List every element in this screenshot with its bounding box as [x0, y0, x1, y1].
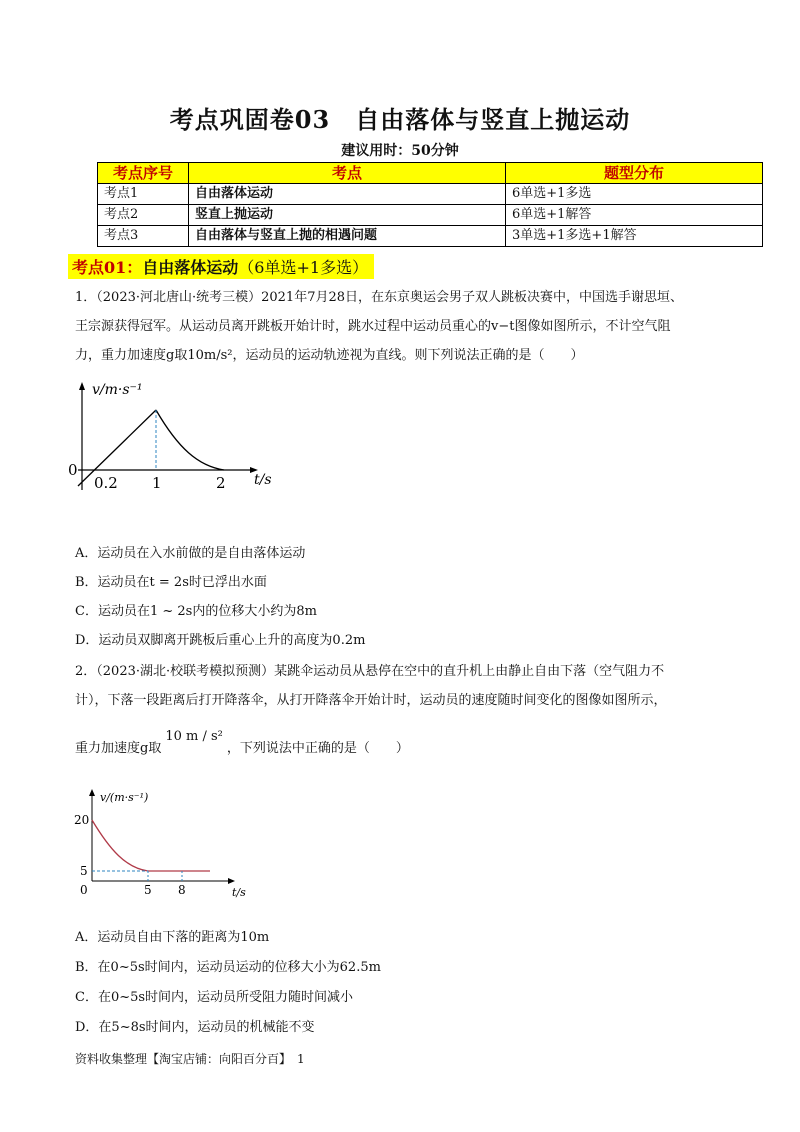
x-axis-arrow: [228, 878, 235, 884]
y-axis-label: v/(m·s⁻¹): [100, 791, 149, 804]
q2-line3-start: 重力加速度g取: [75, 741, 162, 756]
q1-line: 王宗源获得冠军。从运动员离开跳板开始计时，跳水过程中运动员重心的v−t图像如图所示，不计空气阻: [75, 319, 671, 334]
table-cell: 自由落体运动: [189, 184, 506, 205]
x-tick-label: 0.2: [94, 474, 118, 492]
q2-line-3: [75, 729, 735, 763]
table-cell: 考点2: [98, 205, 189, 226]
page-footer: 资料收集整理【淘宝店铺：向阳百分百】 1: [75, 1052, 305, 1066]
y-tick-label: 20: [74, 813, 90, 827]
y-axis-label: v/m·s⁻¹: [92, 382, 143, 398]
x-axis-label: t/s: [232, 886, 246, 899]
velocity-curve: [156, 410, 224, 470]
y-axis-arrow: [79, 382, 85, 390]
q1-option-a: A．运动员在入水前做的是自由落体运动: [75, 546, 306, 561]
page-title: 考点巩固卷03 自由落体与竖直上抛运动: [169, 105, 631, 134]
q2-option-b: B．在0~5s时间内，运动员运动的位移大小为62.5m: [75, 960, 381, 975]
x-tick-label: 2: [216, 474, 226, 492]
q2-option-c: C．在0~5s时间内，运动员所受阻力随时间减小: [75, 990, 354, 1005]
x-tick-label: 8: [178, 883, 186, 897]
q1-line: 1．（2023·河北唐山·统考三模）2021年7月28日，在东京奥运会男子双人跳板决赛中，中国选手谢思垣、: [75, 290, 684, 305]
table-header-row: [98, 163, 763, 184]
velocity-curve: [92, 820, 148, 871]
x-tick-label: 1: [152, 474, 162, 492]
q2-option-a: A．运动员自由下落的距离为10m: [75, 930, 270, 945]
q2-line: 2．（2023·湖北·校联考模拟预测）某跳伞运动员从悬停在空中的直升机上由静止自由下落（空气阻力不: [75, 664, 665, 679]
y-tick-label: 5: [80, 864, 88, 878]
section-count: （6单选+1多选）: [238, 258, 369, 277]
suggested-time: 建议用时：50分钟: [341, 143, 459, 159]
q2-gravity-value: 10 m / s²: [165, 729, 223, 744]
y-axis-arrow: [89, 789, 95, 796]
x-axis-label: t/s: [254, 472, 272, 488]
q1-option-b: B．运动员在t = 2s时已浮出水面: [75, 575, 267, 590]
table-cell: 3单选+1多选+1解答: [506, 226, 763, 247]
q1-option-c: C．运动员在1 ~ 2s内的位移大小约为8m: [75, 604, 317, 619]
table-cell: 考点3: [98, 226, 189, 247]
table-row: [98, 205, 763, 226]
table-cell: 6单选+1多选: [506, 184, 763, 205]
table-header: 考点: [189, 163, 506, 184]
q1-line: 力，重力加速度g取10m/s²，运动员的运动轨迹视为直线。则下列说法正确的是（ ）: [75, 348, 584, 363]
question-2-text: [75, 657, 735, 715]
question-1-text: [75, 283, 735, 370]
table-header: 题型分布: [506, 163, 763, 184]
q2-line3-end: ，下列说法中正确的是（ ）: [226, 741, 409, 756]
table-row: [98, 226, 763, 247]
x-tick-label: 0: [80, 883, 88, 897]
table-cell: 自由落体与竖直上抛的相遇问题: [189, 226, 506, 247]
q2-line: 计），下落一段距离后打开降落伞，从打开降落伞开始计时，运动员的速度随时间变化的图像如图所示，: [75, 693, 667, 708]
q1-option-d: D．运动员双脚离开跳板后重心上升的高度为0.2m: [75, 633, 366, 648]
q2-vt-graph: [70, 788, 270, 900]
table-cell: 6单选+1解答: [506, 205, 763, 226]
section-label: 考点01：: [72, 258, 143, 277]
q2-option-d: D．在5~8s时间内，运动员的机械能不变: [75, 1020, 315, 1035]
q1-vt-graph: [68, 378, 283, 498]
table-header: 考点序号: [98, 163, 189, 184]
section-heading: [68, 254, 374, 279]
table-cell: 竖直上抛运动: [189, 205, 506, 226]
table-row: [98, 184, 763, 205]
origin-label: 0: [68, 461, 78, 479]
table-cell: 考点1: [98, 184, 189, 205]
topic-table: [97, 162, 763, 247]
section-name: 自由落体运动: [142, 258, 239, 277]
x-tick-label: 5: [144, 883, 152, 897]
